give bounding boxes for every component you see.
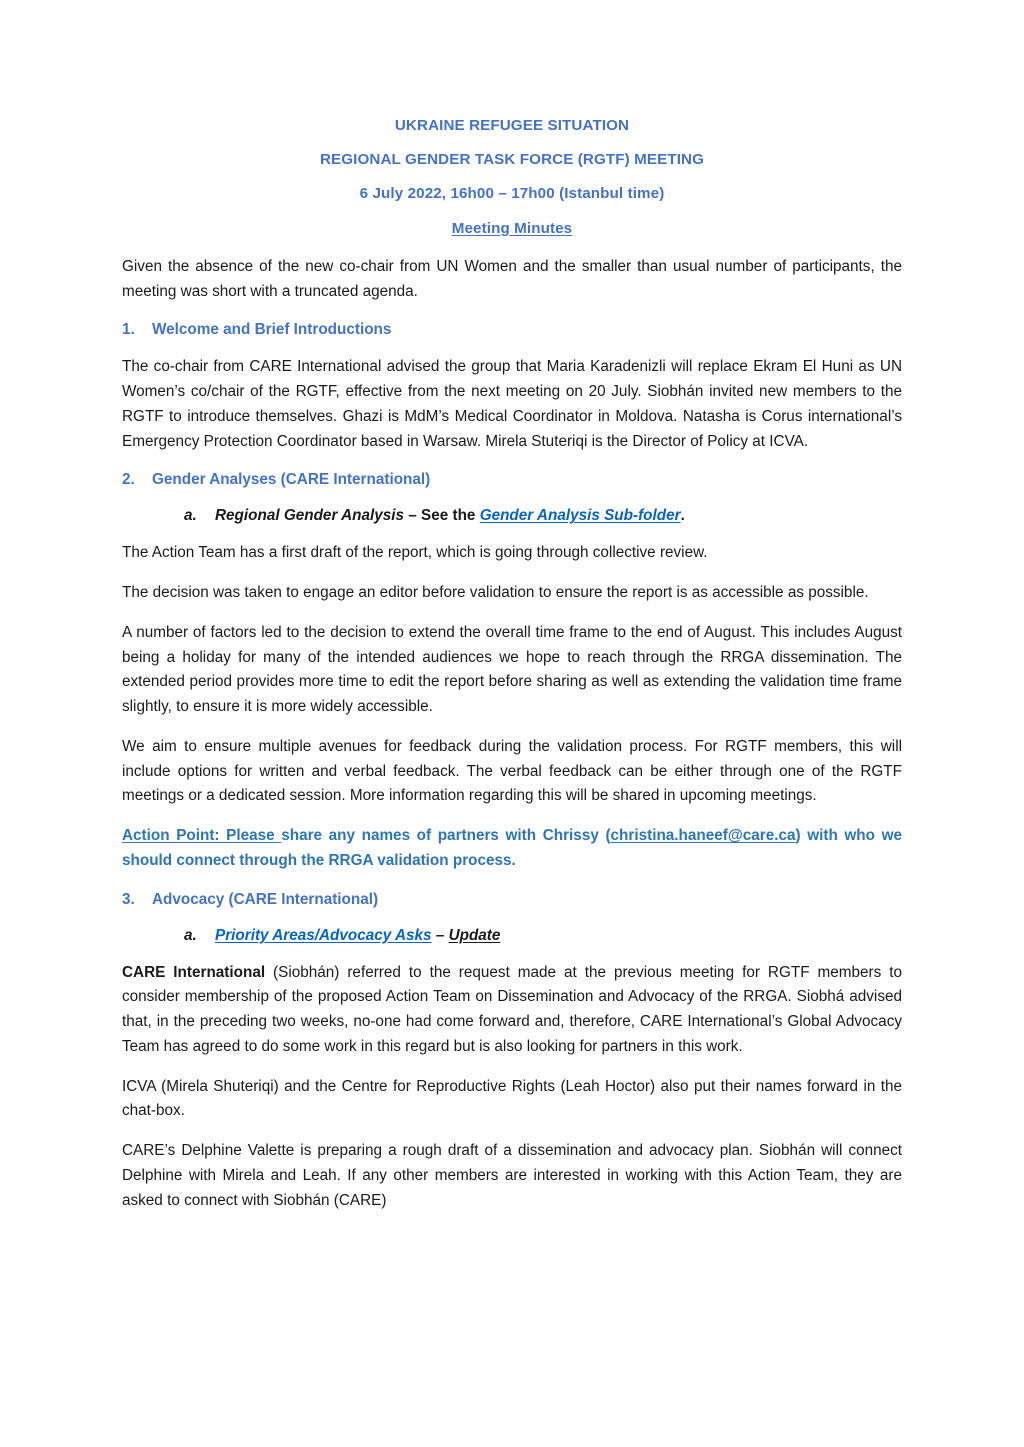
section-number-1: 1.	[122, 321, 135, 339]
section-3-paragraph-3: CARE’s Delphine Valette is preparing a rough draft of a dissemination and advocacy plan. Siobhán will connect Delphine with Mirela and Leah. If any other members are interested in working with this Action Team, they are asked to connect with Siobhán (CARE)	[122, 1142, 902, 1209]
action-point-label: Action Point: Please	[122, 827, 282, 845]
section-2-sub-item-a	[122, 505, 902, 528]
sub-item-title-2a: Regional Gender Analysis	[215, 507, 405, 525]
section-2-paragraph-1: The Action Team has a first draft of the report, which is going through collective review.	[122, 544, 708, 562]
care-international-bold-lead: CARE International	[122, 963, 266, 981]
section-1-paragraph-1: The co-chair from CARE International advised the group that Maria Karadenizli will replace Ekram El Huni as UN Women’s co/chair of the RGTF, effective from the next meeting on 20 July. Siobhán invited new members to the RGTF to introduce themselves. Ghazi is MdM’s Medical Coordinator in Moldova. Natasha is Corus international’s Emergency Protection Coordinator based in Warsaw. Mirela Stuteriqi is the Director of Policy at ICVA.	[122, 358, 902, 450]
section-3-sub-item-a	[122, 925, 902, 948]
sub-item-marker-2a: a.	[184, 507, 197, 525]
action-point-email-link[interactable]: christina.haneef@care.ca	[610, 827, 796, 845]
section-heading-1	[122, 319, 902, 342]
section-2-paragraph-2: The decision was taken to engage an editor before validation to ensure the report is as accessible as possible.	[122, 583, 869, 601]
gender-analysis-subfolder-link[interactable]: Gender Analysis Sub-folder	[479, 507, 681, 525]
sub-item-emphasis-3a: Update	[448, 926, 501, 944]
section-title-2: Gender Analyses (CARE International)	[152, 471, 431, 489]
title-line-date-time: 6 July 2022, 16h00 – 17h00 (Istanbul time)	[359, 185, 665, 203]
section-3-paragraph-1	[122, 961, 902, 1060]
section-title-1: Welcome and Brief Introductions	[152, 321, 392, 339]
section-2-paragraph-3: A number of factors led to the decision to extend the overall time frame to the end of August. This includes August being a holiday for many of the intended audiences we hope to reach through the RRGA dissemination. The extended period provides more time to edit the report before sharing as well as extending the validation time frame slightly, to ensure it is more widely accessible.	[122, 623, 902, 716]
sub-item-connector-3a: –	[431, 926, 449, 944]
section-3-paragraph-2: ICVA (Mirela Shuteriqi) and the Centre for Reproductive Rights (Leah Hoctor) also put their names forward in the chat-box.	[122, 1077, 902, 1120]
section-heading-3	[122, 889, 902, 912]
intro-paragraph: Given the absence of the new co-chair from UN Women and the smaller than usual number of participants, the meeting was short with a truncated agenda.	[122, 257, 902, 300]
section-number-2: 2.	[122, 471, 135, 489]
action-point-middle-text: share any names of partners with Chrissy (	[281, 827, 611, 845]
section-heading-2	[122, 469, 902, 492]
sub-item-marker-3a: a.	[184, 926, 197, 944]
section-title-3: Advocacy (CARE International)	[152, 890, 379, 908]
action-point-tail-text: ) with who we should connect through the RRGA validation process.	[122, 827, 902, 869]
action-point-paragraph	[122, 824, 902, 874]
title-line-rgtf-meeting: REGIONAL GENDER TASK FORCE (RGTF) MEETING	[319, 151, 705, 169]
title-line-ukraine-refugee-situation: UKRAINE REFUGEE SITUATION	[394, 117, 630, 134]
sub-item-text-3a	[215, 925, 902, 948]
section-2-paragraph-4: We aim to ensure multiple avenues for feedback during the validation process. For RGTF members, this will include options for written and verbal feedback. The verbal feedback can be either through one of the RGTF meetings or a dedicated session. More information regarding this will be shared in upcoming meetings.	[122, 737, 902, 805]
sub-item-text-2a	[215, 505, 902, 528]
section-number-3: 3.	[122, 890, 135, 908]
section-3-paragraph-1-rest: (Siobhán) referred to the request made at the previous meeting for RGTF members to consider membership of the proposed Action Team on Dissemination and Advocacy of the RRGA. Siobhá advised that, in the preceding two weeks, no-one had come forward and, therefore, CARE International’s Global Advocacy Team has agreed to do some work in this regard but is also looking for partners in this work.	[122, 963, 902, 1055]
sub-item-trailing-2a: .	[680, 507, 685, 525]
document-title-block	[122, 118, 902, 236]
sub-item-connector-2a: – See the	[404, 507, 480, 525]
priority-areas-advocacy-asks-link[interactable]: Priority Areas/Advocacy Asks	[215, 926, 432, 944]
document-body	[122, 118, 902, 1213]
title-line-meeting-minutes: Meeting Minutes	[451, 219, 573, 237]
